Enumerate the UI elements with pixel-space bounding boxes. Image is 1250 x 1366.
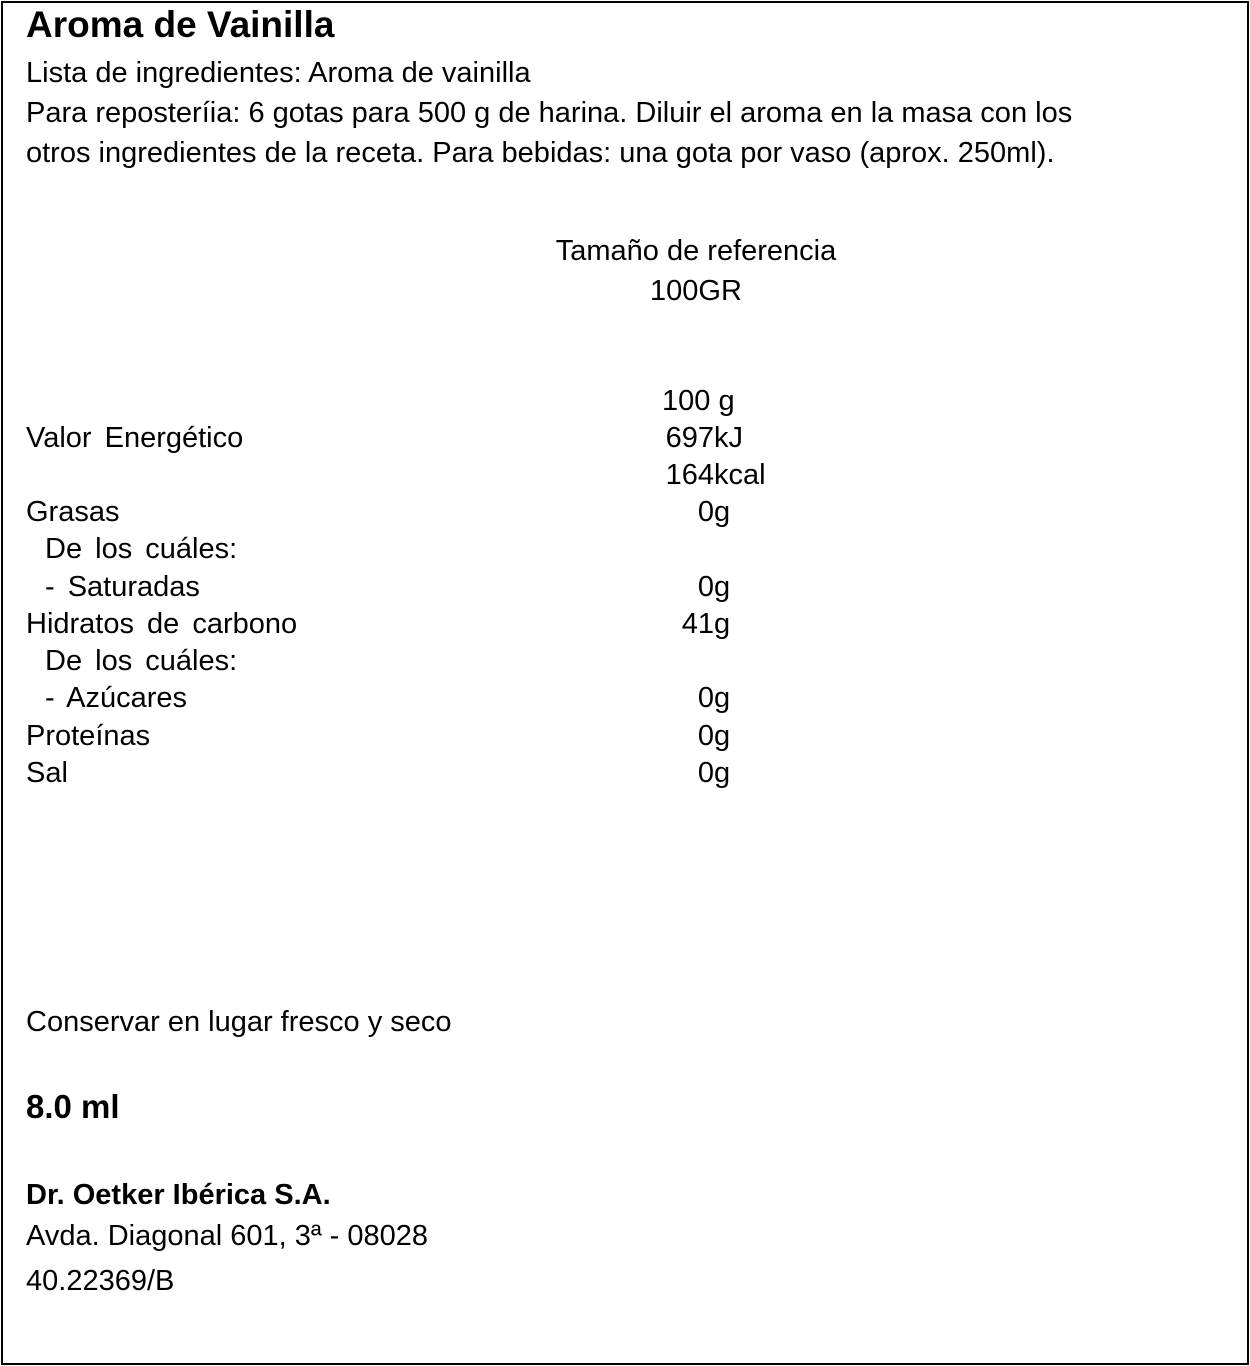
carbs-of-which-label: De los cuáles:	[45, 645, 238, 677]
usage-instructions-line-2: otros ingredientes de la receta. Para bebidas: una gota por vaso (aprox. 250ml).	[26, 137, 1055, 169]
sugars-value: 0g	[697, 682, 731, 714]
salt-label: Sal	[26, 757, 68, 789]
storage-instructions: Conservar en lugar fresco y seco	[26, 1006, 452, 1038]
company-address: Avda. Diagonal 601, 3ª - 08028	[26, 1220, 428, 1252]
product-title: Aroma de Vainilla	[26, 4, 335, 45]
fats-of-which-label: De los cuáles:	[45, 533, 238, 565]
reference-size-label: Tamaño de referencia	[555, 235, 837, 267]
product-code: 40.22369/B	[26, 1265, 175, 1297]
protein-label: Proteínas	[26, 720, 151, 752]
fats-value: 0g	[697, 496, 731, 528]
protein-value: 0g	[697, 720, 731, 752]
energy-label: Valor Energético	[26, 422, 244, 454]
company-name: Dr. Oetker Ibérica S.A.	[26, 1179, 331, 1211]
carbohydrates-label: Hidratos de carbono	[26, 608, 298, 640]
saturated-fats-value: 0g	[697, 571, 731, 603]
sugars-label: - Azúcares	[45, 682, 187, 714]
salt-value: 0g	[697, 757, 731, 789]
saturated-fats-label: - Saturadas	[45, 571, 200, 603]
energy-kcal-value: 164kcal	[665, 459, 766, 491]
usage-instructions-line-1: Para reposteríia: 6 gotas para 500 g de harina. Diluir el aroma en la masa con los	[26, 97, 1073, 129]
label-frame	[1, 1, 1249, 1365]
carbohydrates-value: 41g	[681, 608, 731, 640]
ingredients-list: Lista de ingredientes: Aroma de vainilla	[26, 57, 531, 89]
energy-kj-value: 697kJ	[665, 422, 743, 454]
reference-size-value: 100GR	[650, 275, 742, 307]
net-volume: 8.0 ml	[26, 1088, 120, 1125]
fats-label: Grasas	[26, 496, 120, 528]
nutrition-column-header: 100 g	[662, 385, 735, 417]
